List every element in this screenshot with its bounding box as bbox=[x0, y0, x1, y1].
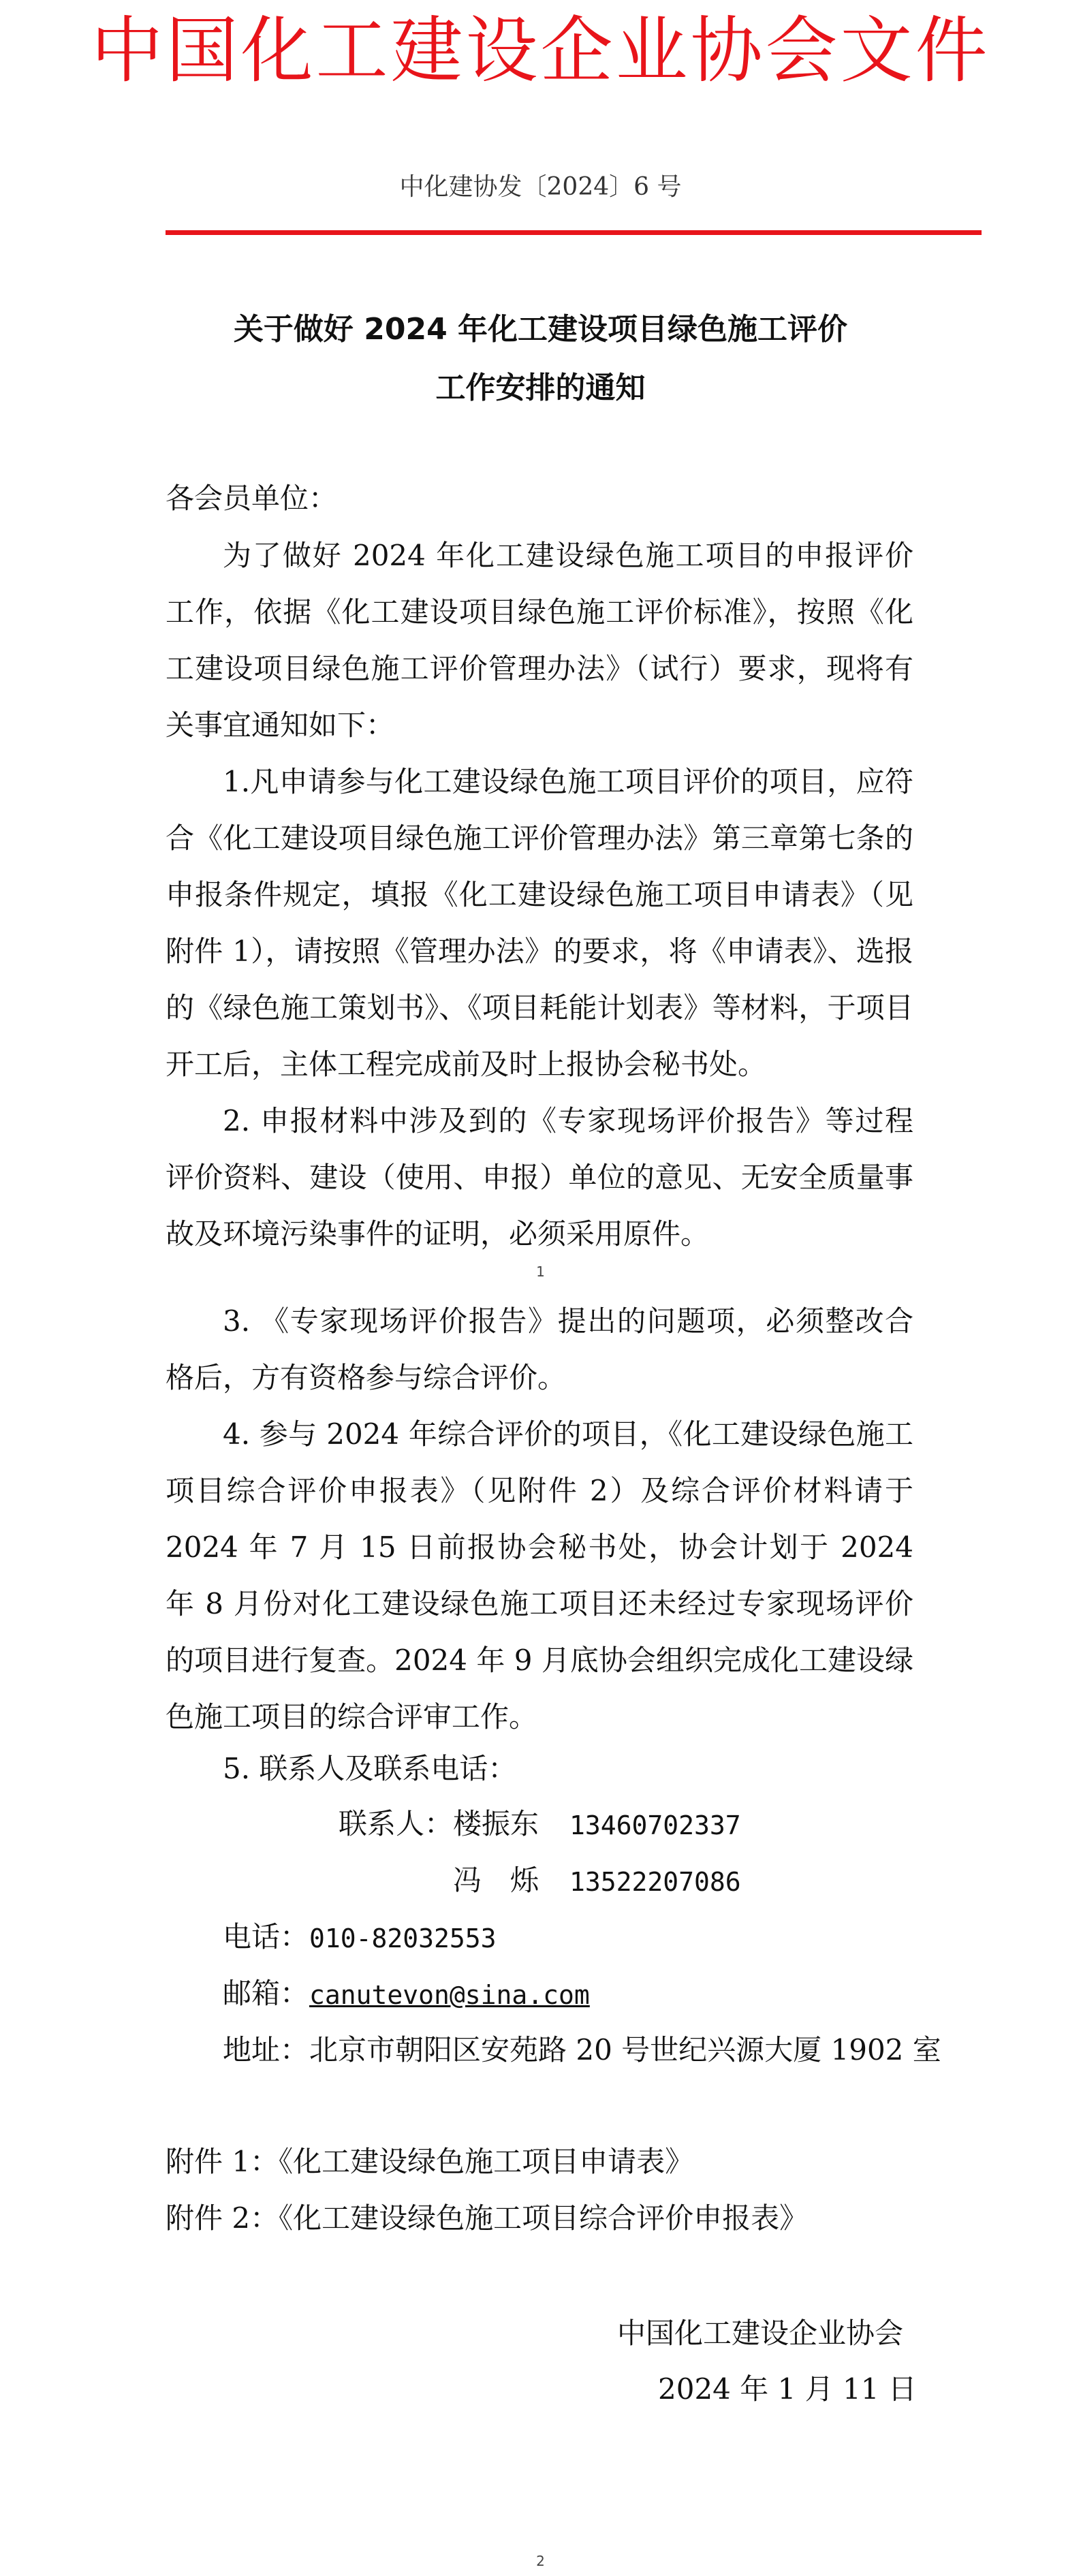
item-4-text: 4. 参与 2024 年综合评价的项目，《化工建设绿色施工项目综合评价申报表》（见附件 2）及综合评价材料请于 2024 年 7 月 15 日前报协会秘书处，协会计划于 2024 年 8 月份对化工建设绿色施工项目还未经过专家现场评价的项目进行复查。2024 年 9 月底协会组织完成化工建设绿色施工项目的综合评审工作。 bbox=[166, 1417, 913, 1733]
intro-paragraph bbox=[166, 527, 913, 753]
signature-org: 中国化工建设企业协会 bbox=[617, 2316, 904, 2350]
attachment-1: 附件 1：《化工建设绿色施工项目申请表》 bbox=[166, 2145, 694, 2178]
org-document-header: 中国化工建设企业协会文件 bbox=[91, 9, 990, 93]
address-text: 北京市朝阳区安苑路 20 号世纪兴源大厦 1902 室 bbox=[309, 2033, 941, 2067]
contact-name-1: 楼振东 bbox=[453, 1807, 539, 1840]
notice-title-line2: 工作安排的通知 bbox=[435, 371, 646, 405]
item-3-text: 3. 《专家现场评价报告》提出的问题项，必须整改合格后，方有资格参与综合评价。 bbox=[166, 1304, 913, 1394]
email-link[interactable]: canutevon@sina.com bbox=[309, 1980, 590, 2010]
document-number: 中化建协发〔2024〕6 号 bbox=[399, 173, 682, 201]
intro-text: 为了做好 2024 年化工建设绿色施工项目的申报评价工作，依据《化工建设项目绿色施工评价标准》，按照《化工建设项目绿色施工评价管理办法》（试行）要求，现将有关事宜通知如下： bbox=[166, 539, 913, 742]
item-3 bbox=[166, 1293, 913, 1406]
page-number-1: 1 bbox=[536, 1263, 545, 1280]
tel-label: 电话： bbox=[223, 1920, 309, 1953]
attachment-2: 附件 2：《化工建设绿色施工项目综合评价申报表》 bbox=[166, 2201, 809, 2235]
item-1 bbox=[166, 753, 913, 1093]
email-label: 邮箱： bbox=[223, 1977, 309, 2010]
contact-heading: 5. 联系人及联系电话： bbox=[223, 1752, 517, 1785]
contact-phone-2: 13522207086 bbox=[569, 1867, 741, 1897]
notice-title-line1: 关于做好 2024 年化工建设项目绿色施工评价 bbox=[233, 312, 848, 347]
signature-date: 2024 年 1 月 11 日 bbox=[658, 2372, 917, 2406]
item-2 bbox=[166, 1093, 913, 1262]
contact-phone-1: 13460702337 bbox=[569, 1810, 741, 1840]
tel-number: 010-82032553 bbox=[309, 1923, 497, 1953]
contact-label: 联系人： bbox=[339, 1807, 454, 1840]
salutation: 各会员单位： bbox=[166, 482, 338, 515]
contact-name-2: 冯 烁 bbox=[453, 1864, 539, 1897]
page-number-2: 2 bbox=[536, 2553, 545, 2569]
item-4 bbox=[166, 1406, 913, 1745]
item-2-text: 2. 申报材料中涉及到的《专家现场评价报告》等过程评价资料、建设（使用、申报）单位的意见、无安全质量事故及环境污染事件的证明，必须采用原件。 bbox=[166, 1104, 913, 1251]
address-label: 地址： bbox=[223, 2033, 309, 2067]
item-1-text: 1.凡申请参与化工建设绿色施工项目评价的项目，应符合《化工建设项目绿色施工评价管理办法》第三章第七条的申报条件规定，填报《化工建设绿色施工项目申请表》（见附件 1），请按照《管理办法》的要求，将《申请表》、选报的《绿色施工策划书》、《项目耗能计划表》等材料，于项目开工后，主体工程完成前及时上报协会秘书处。 bbox=[166, 765, 913, 1081]
red-divider bbox=[166, 230, 982, 235]
